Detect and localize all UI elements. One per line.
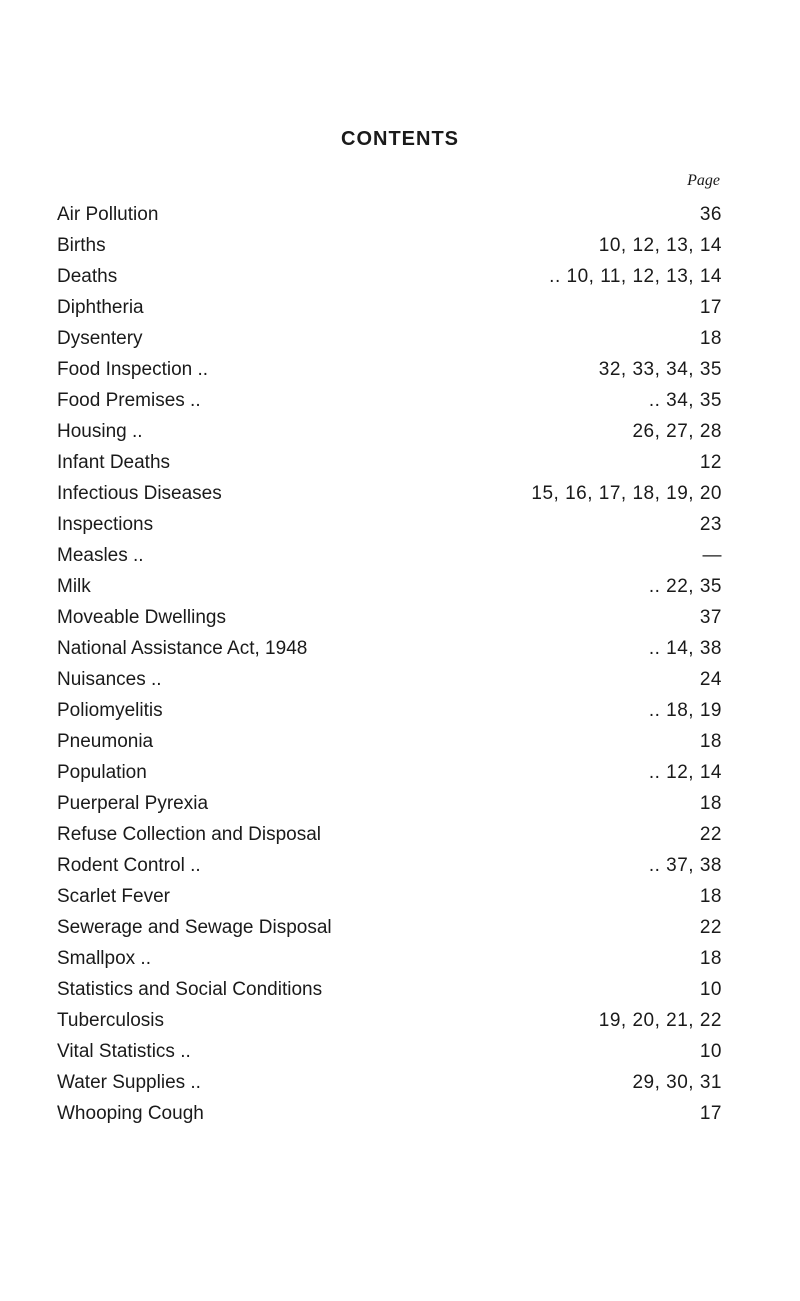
entry-pages: 26, 27, 28 [632,421,722,442]
entry-label: Diphtheria [57,297,144,318]
contents-entry [57,757,722,788]
page-title: CONTENTS [341,128,459,150]
contents-entry [57,664,722,695]
entry-pages: 23 [699,514,722,535]
entry-label: Population [57,762,147,783]
contents-entry [57,695,722,726]
entry-label: Dysentery [57,328,143,349]
contents-entry [57,447,722,478]
entry-pages: .. 10, 11, 12, 13, 14 [549,266,722,287]
contents-entry [57,540,722,571]
entry-label: Moveable Dwellings [57,607,226,628]
entry-label: Smallpox .. [57,948,151,969]
contents-entry [57,602,722,633]
entry-label: Whooping Cough [57,1103,204,1124]
entry-label: Milk [57,576,91,597]
contents-entry [57,478,722,509]
entry-label: Nuisances .. [57,669,162,690]
entry-pages: 12 [699,452,722,473]
entry-label: Vital Statistics .. [57,1041,191,1062]
entry-pages: 37 [699,607,722,628]
entry-label: Sewerage and Sewage Disposal [57,917,332,938]
contents-entry [57,261,722,292]
entry-pages: 24 [699,669,722,690]
contents-entry [57,1036,722,1067]
contents-entry [57,1067,722,1098]
entry-label: National Assistance Act, 1948 [57,638,308,659]
entry-pages: 10, 12, 13, 14 [598,235,722,256]
entry-pages: .. 18, 19 [648,700,722,721]
contents-entry [57,323,722,354]
entry-pages: 22 [699,917,722,938]
entry-pages: .. 22, 35 [648,576,722,597]
entry-label: Tuberculosis [57,1010,165,1031]
entry-label: Air Pollution [57,204,159,225]
entry-label: Puerperal Pyrexia [57,793,209,814]
contents-entry [57,571,722,602]
entry-pages: .. 14, 38 [648,638,722,659]
entry-pages: 17 [699,297,722,318]
entry-pages: 17 [699,1103,722,1124]
contents-list [57,199,722,1129]
entry-pages: 10 [699,979,722,1000]
entry-label: Rodent Control .. [57,855,201,876]
entry-label: Measles .. [57,545,144,566]
contents-entry [57,943,722,974]
entry-label: Scarlet Fever [57,886,170,907]
entry-label: Infant Deaths [57,452,171,473]
entry-label: Births [57,235,106,256]
contents-entry [57,230,722,261]
contents-entry [57,881,722,912]
entry-pages: 22 [699,824,722,845]
entry-pages: .. 12, 14 [648,762,722,783]
entry-label: Housing .. [57,421,143,442]
contents-entry [57,509,722,540]
entry-pages: 18 [699,886,722,907]
entry-pages: 32, 33, 34, 35 [598,359,722,380]
contents-entry [57,354,722,385]
entry-label: Food Inspection .. [57,359,209,380]
entry-pages: 18 [699,328,722,349]
entry-label: Deaths [57,266,118,287]
contents-entry [57,788,722,819]
contents-entry [57,1005,722,1036]
entry-label: Food Premises .. [57,390,201,411]
contents-entry [57,819,722,850]
entry-pages: — [702,545,722,566]
entry-label: Pneumonia [57,731,154,752]
entry-label: Infectious Diseases [57,483,222,504]
contents-entry [57,633,722,664]
contents-entry [57,292,722,323]
entry-pages: 18 [699,731,722,752]
entry-pages: 29, 30, 31 [632,1072,722,1093]
page-column-header: Page [687,172,720,189]
entry-label: Statistics and Social Conditions [57,979,323,1000]
contents-entry [57,199,722,230]
entry-label: Poliomyelitis [57,700,163,721]
entry-pages: 18 [699,948,722,969]
entry-pages: 10 [699,1041,722,1062]
entry-pages: 36 [699,204,722,225]
entry-label: Water Supplies .. [57,1072,201,1093]
entry-pages: 18 [699,793,722,814]
entry-label: Refuse Collection and Disposal [57,824,322,845]
entry-pages: .. 37, 38 [648,855,722,876]
contents-entry [57,912,722,943]
contents-entry [57,416,722,447]
entry-pages: 19, 20, 21, 22 [598,1010,722,1031]
entry-pages: 15, 16, 17, 18, 19, 20 [531,483,722,504]
contents-entry [57,726,722,757]
contents-entry [57,974,722,1005]
contents-entry [57,1098,722,1129]
entry-pages: .. 34, 35 [648,390,722,411]
contents-entry [57,850,722,881]
contents-entry [57,385,722,416]
entry-label: Inspections [57,514,154,535]
